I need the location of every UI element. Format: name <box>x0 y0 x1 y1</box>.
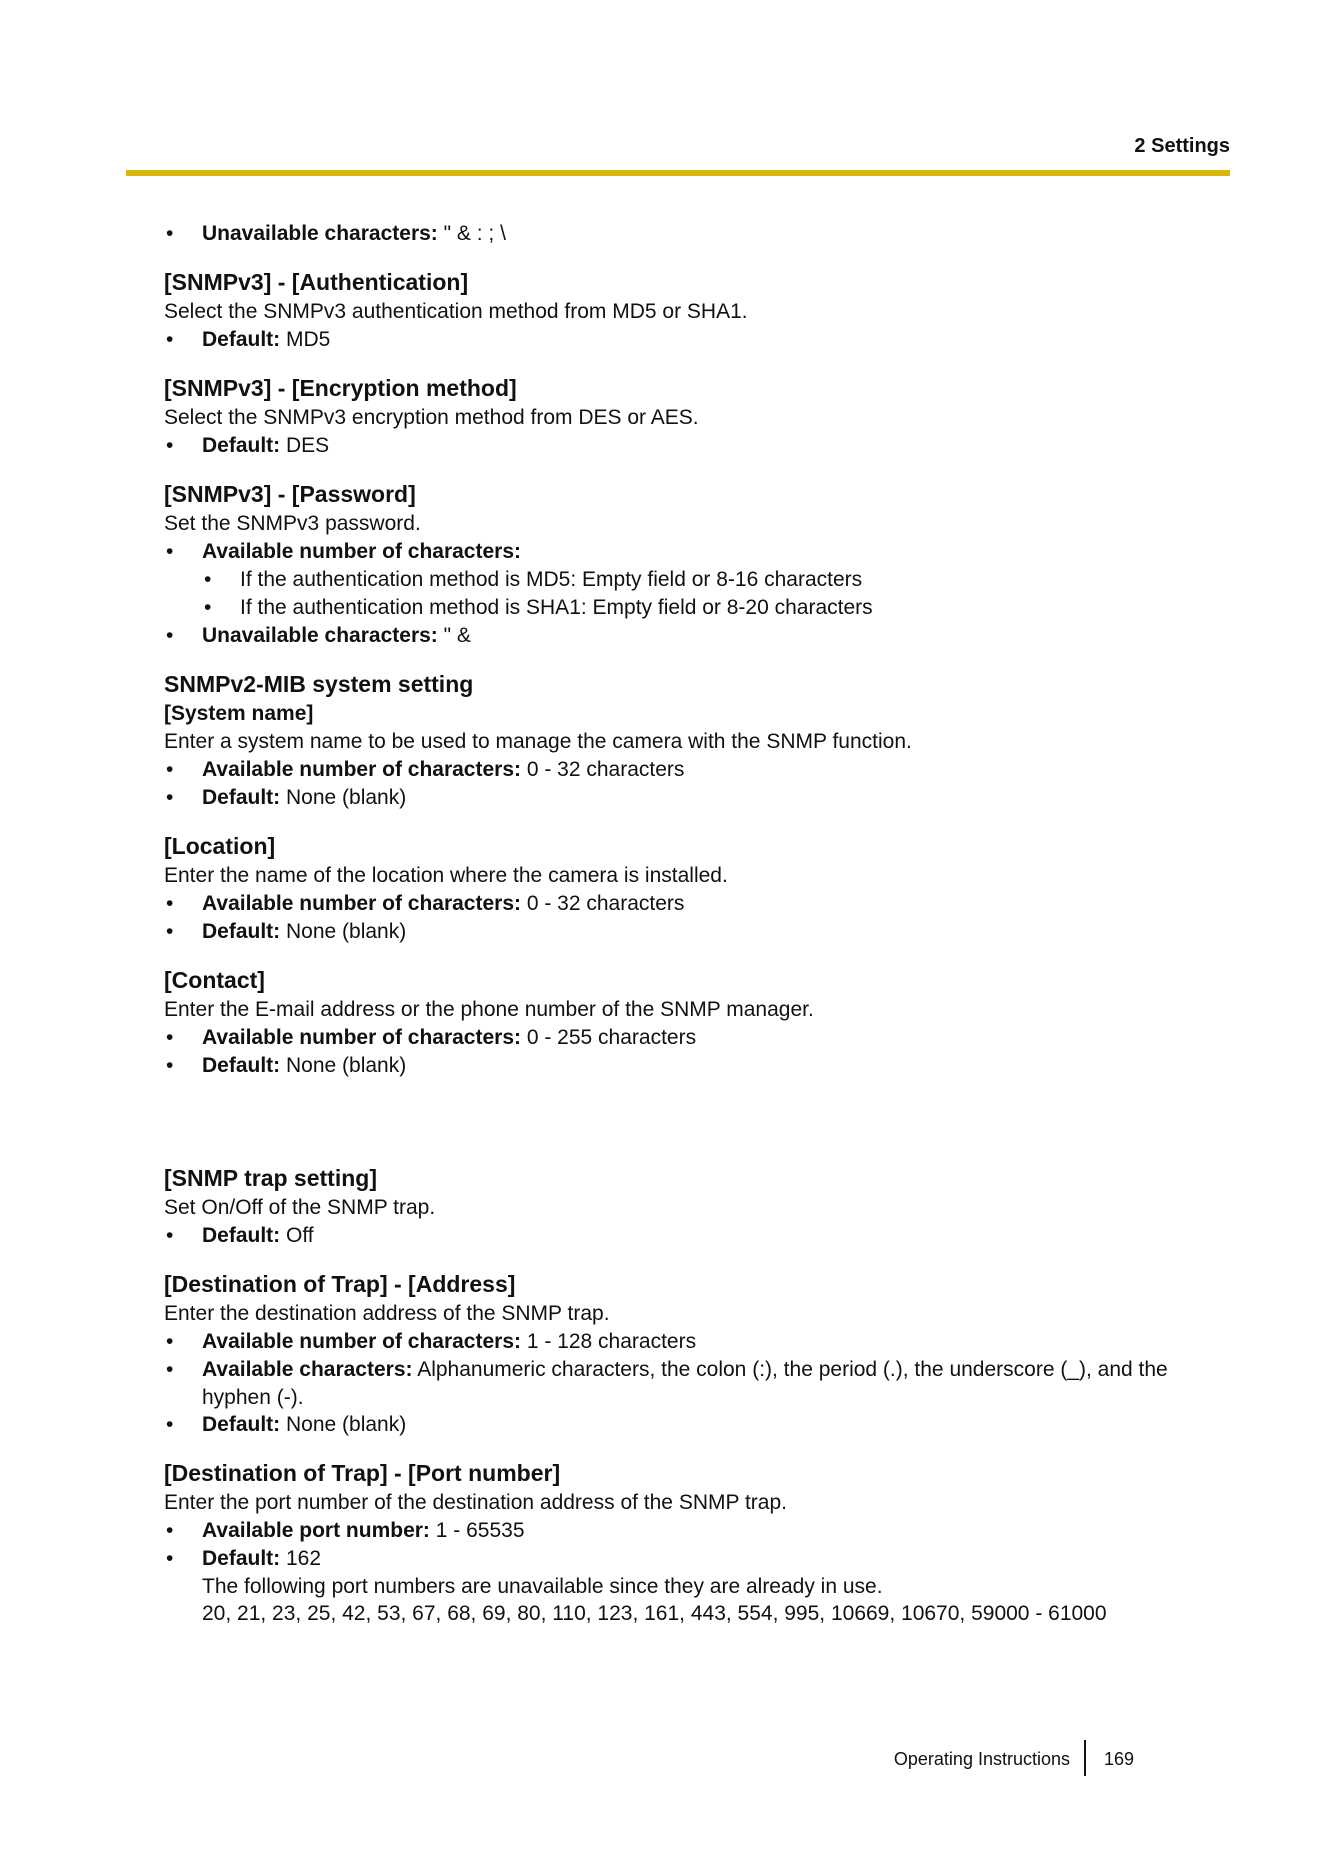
contact-desc: Enter the E-mail address or the phone number of the SNMP manager. <box>164 998 814 1021</box>
authentication-desc: Select the SNMPv3 authentication method from MD5 or SHA1. <box>164 300 748 323</box>
trap-title: [SNMP trap setting] <box>164 1165 377 1191</box>
password-available-label: • Available number of characters: <box>164 538 1230 566</box>
password-sha1-item: • If the authentication method is SHA1: Empty field or 8-20 characters <box>164 594 1230 622</box>
password-unavailable: • Unavailable characters: " & <box>164 622 1230 650</box>
mib-title: SNMPv2-MIB system setting <box>164 671 474 697</box>
trap-default: • Default: Off <box>164 1222 1230 1250</box>
dest-address-available-characters-cont: hyphen (-). <box>202 1386 304 1409</box>
unavailable-characters-item: • Unavailable characters: " & : ; \ <box>164 220 1230 248</box>
location-available: • Available number of characters: 0 - 32 characters <box>164 890 1230 918</box>
dest-port-available: • Available port number: 1 - 65535 <box>164 1517 1230 1545</box>
dest-port-list: 20, 21, 23, 25, 42, 53, 67, 68, 69, 80, 110, 123, 161, 443, 554, 995, 10669, 10670, 59000 - 61000 <box>202 1602 1107 1625</box>
password-md5-item: • If the authentication method is MD5: Empty field or 8-16 characters <box>164 566 1230 594</box>
page-footer <box>126 1740 1230 1776</box>
password-title: [SNMPv3] - [Password] <box>164 481 416 507</box>
encryption-title: [SNMPv3] - [Encryption method] <box>164 375 517 401</box>
dest-address-desc: Enter the destination address of the SNMP trap. <box>164 1302 610 1325</box>
page-number: 169 <box>1103 1749 1134 1769</box>
encryption-desc: Select the SNMPv3 encryption method from DES or AES. <box>164 406 699 429</box>
system-name-title: [System name] <box>164 702 314 725</box>
location-title: [Location] <box>164 833 276 859</box>
footer-separator <box>1084 1740 1086 1776</box>
contact-default: • Default: None (blank) <box>164 1052 1230 1080</box>
dest-port-title: [Destination of Trap] - [Port number] <box>164 1460 561 1486</box>
section-header: 2 Settings <box>1134 135 1230 157</box>
password-desc: Set the SNMPv3 password. <box>164 512 421 535</box>
dest-address-available-number: • Available number of characters: 1 - 128 characters <box>164 1328 1230 1356</box>
dest-port-default: • Default: 162 <box>164 1545 1230 1573</box>
page-content <box>164 220 1230 1627</box>
section-gap <box>164 1080 1230 1144</box>
location-default: • Default: None (blank) <box>164 918 1230 946</box>
system-name-default: • Default: None (blank) <box>164 784 1230 812</box>
dest-address-default: • Default: None (blank) <box>164 1411 1230 1439</box>
dest-port-desc: Enter the port number of the destination address of the SNMP trap. <box>164 1491 787 1514</box>
footer-label: Operating Instructions <box>893 1749 1070 1769</box>
system-name-available: • Available number of characters: 0 - 32 characters <box>164 756 1230 784</box>
authentication-title: [SNMPv3] - [Authentication] <box>164 269 469 295</box>
location-desc: Enter the name of the location where the camera is installed. <box>164 864 728 887</box>
dest-address-available-characters: • Available characters: Alphanumeric characters, the colon (:), the period (.), the underscore (_), and the <box>164 1356 1230 1384</box>
contact-title: [Contact] <box>164 967 265 993</box>
authentication-default: • Default: MD5 <box>164 326 1230 354</box>
trap-desc: Set On/Off of the SNMP trap. <box>164 1196 436 1219</box>
system-name-desc: Enter a system name to be used to manage the camera with the SNMP function. <box>164 730 912 753</box>
header-rule <box>126 170 1230 176</box>
contact-available: • Available number of characters: 0 - 255 characters <box>164 1024 1230 1052</box>
dest-address-title: [Destination of Trap] - [Address] <box>164 1271 516 1297</box>
encryption-default: • Default: DES <box>164 432 1230 460</box>
dest-port-note: The following port numbers are unavailable since they are already in use. <box>202 1575 883 1598</box>
